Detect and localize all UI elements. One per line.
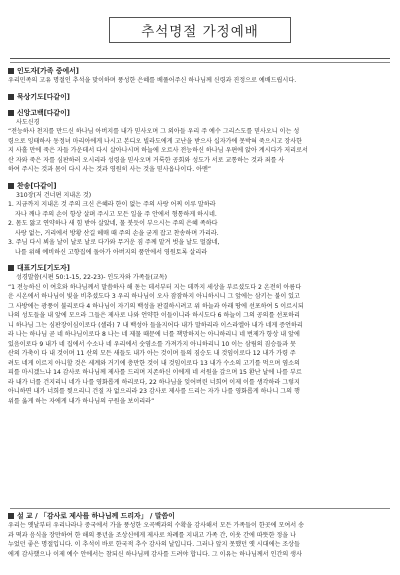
scripture-line: “1 전능하신 이 여호와 하나님께서 말씀하사 해 돋는 데서부터 지는 데까지 세상을 부르셨도다 2 온전히 아름다 [8, 283, 302, 291]
section-subtitle: 성경말씀(시편 50:1-15, 22-23)- 인도자와 가족들(교독) [16, 274, 168, 281]
scripture-line: 라 내가 너를 건지리니 네가 나를 영화롭게 하리로다, 22 하나님을 잊어버린 너희여 이제 이를 생각하라 그렇지 [8, 378, 300, 386]
scripture-line: 운 시온에서 하나님이 빛을 비추셨도다 3 우리 하나님이 오사 잠잠하지 아니하시니 그 앞에는 삼키는 불이 있고 [8, 293, 300, 300]
section-heading: 설 교 / 「감사로 제사를 하나님께 드리자」 / 말씀이 [17, 512, 175, 520]
scripture-line: 피를 마시겠느냐 14 감사로 하나님께 제사를 드리며 지존하신 이에게 네 서원을 갚으며 15 환난 날에 나를 부르 [8, 369, 302, 376]
section-prayer [8, 263, 392, 406]
hymn-line: 자나 깨나 주의 손이 항상 살펴 주시고 모든 일을 주 안에서 형통하게 하시네. [15, 210, 217, 218]
title-divider-thick [10, 58, 390, 59]
bullet-square-icon [8, 94, 14, 100]
sermon-line: 과 떡과 음식을 장만하여 한 해의 풍년을 조상신에게 제사로 차례를 지내고 가족 간, 이웃 간에 따뜻한 정을 나 [8, 531, 296, 539]
section-sermon [8, 511, 392, 559]
section-invocation [8, 66, 392, 86]
bullet-square-icon [8, 183, 14, 189]
section-heading: 찬송[다같이] [17, 181, 57, 190]
text-line: 하여 주시는 것과 몸이 다시 사는 것과 영원히 사는 것을 믿사옵나이다. 아멘” [8, 166, 211, 173]
scripture-line: 위를 옳게 하는 자에게 내가 하나님의 구원을 보이리라” [8, 397, 155, 405]
text-line: “전능하사 천지를 만드신 하나님 아버지를 내가 믿사오며 그 외아들 우리 주 예수 그리스도를 믿사오니 이는 성 [8, 128, 300, 135]
hymn-line: 사랑 없는, 거리에서 방황 산길 헤매 때 주의 손을 굳게 잡고 찬송하며 가리라. [15, 229, 219, 237]
bullet-square-icon [8, 110, 14, 116]
sermon-divider [10, 508, 390, 509]
section-heading: 인도자[가족 중에서] [17, 67, 79, 75]
worship-order [8, 66, 392, 406]
bullet-square-icon [8, 513, 14, 519]
scripture-line: 아니하면 내가 너희를 찢으리니 건질 자 없으리라 23 감사로 제사를 드리는 자가 나를 영화롭게 하나니 그의 행 [8, 388, 300, 395]
hymn-line: 2. 몸도 앓고 연약하나 새 힘 받아 살았네, 물 붓듯이 부으시는 주의 은혜 족하다 [8, 220, 218, 227]
scripture-line: 나의 성도들을 내 앞에 모으라 그들은 제사로 나와 언약한 이들이니라 하시도다 6 하늘이 그의 공의를 선포하리 [8, 312, 300, 319]
section-heading: 신앙고백[다같이] [17, 108, 70, 117]
section-confession [8, 108, 392, 175]
bullet-square-icon [8, 68, 14, 74]
text-line: 지 사흘 만에 죽은 자들 가운데서 다시 살아나시며 하늘에 오르사 전능하신 하나님 우편에 앉아 계시다가 저리로서 [8, 147, 308, 154]
scripture-line: 니 하나님 그는 심판장이심이로다 (셀라) 7 내 백성아 들을지어다 내가 말하리라 이스라엘아 내가 네게 증언하리 [8, 321, 303, 329]
scripture-line: 려도 네게 이르지 아니할 것은 세계와 거기에 충만한 것이 내 것임이로다 13 내가 수소의 고기를 먹으며 염소의 [8, 359, 300, 367]
text-line: 산 자와 죽은 자를 심판하러 오시리라 성령을 믿사오며 거룩한 공회와 성도가 서로 교통하는 것과 죄를 사 [8, 156, 285, 164]
title-divider-thin [10, 62, 390, 63]
sermon-line: 우리는 옛날부터 우리나라나 중국에서 가을 풍성한 오곡백과의 수확을 감사해서 모든 가족들이 한곳에 모여서 송 [8, 522, 304, 529]
text-line: 우리민족의 고유 명절인 추석을 맞이하며 풍성한 은혜를 베풀어주신 하나님께 신령과 진정으로 예배드립시다. [8, 77, 297, 84]
scripture-line: 있음이로다 9 내가 네 집에서 수소나 네 우리에서 숫염소를 가져가지 아니하리니 10 이는 삼림의 짐승들과 뭇 [8, 340, 296, 348]
section-hymn [8, 181, 392, 258]
sermon-line: 에게 감사했으나 이제 예수 안에서는 참되신 하나님께 감사를 드려야 합니다. 그 이유는 하나님께서 인간의 생사 [8, 550, 302, 558]
scripture-line: 라 나는 하나님 곧 네 하나님이로다 8 나는 네 제물 때문에 너를 책망하지는 아니하리니 네 번제가 항상 내 앞에 [8, 331, 300, 338]
hymn-line: 1. 지금까지 지내온 것 주의 크신 은혜라 한이 없는 주의 사랑 어찌 이루 말하라 [8, 201, 216, 208]
section-subtitle: 310장(저 건너편 지내온 것) [16, 191, 92, 199]
section-heading: 대표기도[기도자] [17, 264, 70, 272]
section-silent-prayer [8, 92, 392, 102]
scripture-line: 그 사방에는 광풍이 불리로다 4 하나님이 자기의 백성을 판결하시려고 위 하늘과 아래 땅에 선포하여 5 이르시되 [8, 302, 304, 310]
hymn-line: 3. 주님 다시 뵈올 날이 날로 날로 다가와 무거운 짐 주께 맡겨 벗을 날도 멀잖네, [8, 239, 220, 246]
section-subtitle: 사도신경 [16, 118, 40, 126]
hymn-line: 나를 위해 예비하신 고향집에 돌아가 아버지의 품안에서 영원토록 살리라 [15, 248, 208, 256]
document-title: 추석명절 가정예배 [109, 17, 291, 43]
bullet-square-icon [8, 265, 14, 271]
text-line: 령으로 잉태하사 동정녀 마리아에게 나시고 본디오 빌라도에게 고난을 받으사 십자가에 못박혀 죽으시고 장사한 [8, 137, 303, 145]
section-heading: 묵상기도[다같이] [17, 92, 70, 101]
scripture-line: 산의 가축이 다 내 것이며 11 산의 모든 새들도 내가 아는 것이며 들의 짐승도 내 것임이로다 12 내가 가령 주 [8, 350, 296, 357]
sermon-line: 누었던 좋은 명절입니다. 이 추석이 바로 한국적 추수 감사의 날입니다. 그러나 앞지 못했던 옛 시대에는 조상들 [8, 541, 300, 548]
